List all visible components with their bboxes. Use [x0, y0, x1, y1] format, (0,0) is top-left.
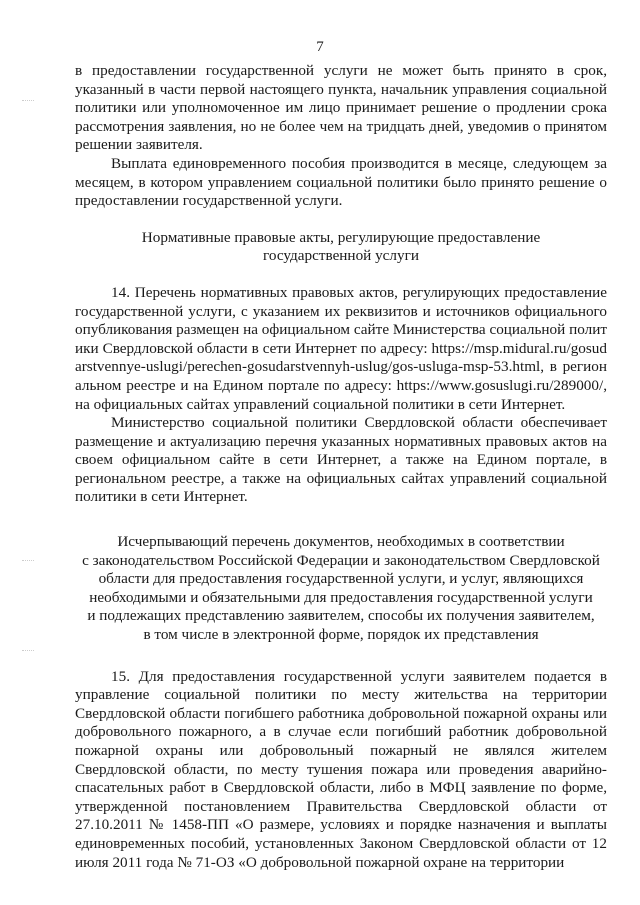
heading-line: Исчерпывающий перечень документов, необходимых в соответствии [117, 533, 565, 551]
paragraph-continuation: в предоставлении государственной услуги не может быть принято в срок, указанный в части первой настоящего пункта, начальник управления социальной политики или уполномоченное им лицо принимает решение о продлении срока рассмотрения заявления, но не более чем на тридцать дней, уведомив о принятом решении заявителя. [75, 62, 607, 154]
paragraph-14: 14. Перечень нормативных правовых актов, регулирующих предоставление государственной услуги, с указанием их реквизитов и источников официального опубликования размещен на официальном сайте Министерства социальной политики Свердловской области в сети Интернет по адресу: https://msp.midural.ru/gosudarstvennye-uslugi/perechen-gosudarstvennyh-uslug/gos-usluga-msp-53.html, в региональном реестре и на Едином портале по адресу: https://www.gosuslugi.ru/289000/, на официальных сайтах управлений социальной политики в сети Интернет. [75, 283, 607, 413]
section-heading-legal-acts [75, 229, 607, 266]
heading-line: в том числе в электронной форме, порядок их представления [143, 626, 539, 644]
heading-line: необходимыми и обязательными для предоставления государственной услуги [89, 588, 593, 606]
heading-line: области для предоставления государственной услуги, и услуг, являющихся [98, 570, 584, 588]
scan-artifact [22, 560, 34, 564]
heading-line: Нормативные правовые акты, регулирующие предоставление [141, 228, 541, 246]
section-heading-documents [75, 533, 607, 645]
page-number: 7 [316, 39, 324, 55]
spacer [75, 507, 607, 533]
paragraph-payment: Выплата единовременного пособия производится в месяце, следующем за месяцем, в котором управлением социальной политики было принято решение о предоставлении государственной услуги. [75, 154, 607, 210]
scan-artifact [22, 100, 34, 104]
spacer [75, 645, 607, 668]
heading-line: государственной услуги [263, 247, 419, 265]
page-content [75, 62, 607, 872]
spacer [75, 266, 607, 284]
paragraph-ministry: Министерство социальной политики Свердловской области обеспечивает размещение и актуализацию перечня указанных нормативных правовых актов на своем официальном сайте в сети Интернет, а также на Едином портале, в региональном реестре, а также на официальных сайтах управлений социальной политики в сети Интернет. [75, 414, 607, 506]
paragraph-15: 15. Для предоставления государственной услуги заявителем подается в управление социальной политики по месту жительства на территории Свердловской области погибшего работника добровольной пожарной охраны или добровольного пожарного, а в случае если погибший работник добровольной пожарной охраны или добровольный пожарный не являлся жителем Свердловской области, по месту тушения пожара или проведения аварийно-спасательных работ в Свердловской области, либо в МФЦ заявление по форме, утвержденной постановлением Правительства Свердловской области от 27.10.2011 № 1458-ПП «О размере, условиях и порядке назначения и выплаты единовременных пособий, установленных Законом Свердловской области от 12 июля 2011 года № 71-ОЗ «О добровольной пожарной охране на территории [75, 667, 607, 871]
scan-artifact [22, 650, 34, 654]
heading-line: с законодательством Российской Федерации и законодательством Свердловской [82, 551, 600, 569]
heading-line: и подлежащих представлению заявителем, способы их получения заявителем, [87, 607, 595, 625]
spacer [75, 211, 607, 229]
